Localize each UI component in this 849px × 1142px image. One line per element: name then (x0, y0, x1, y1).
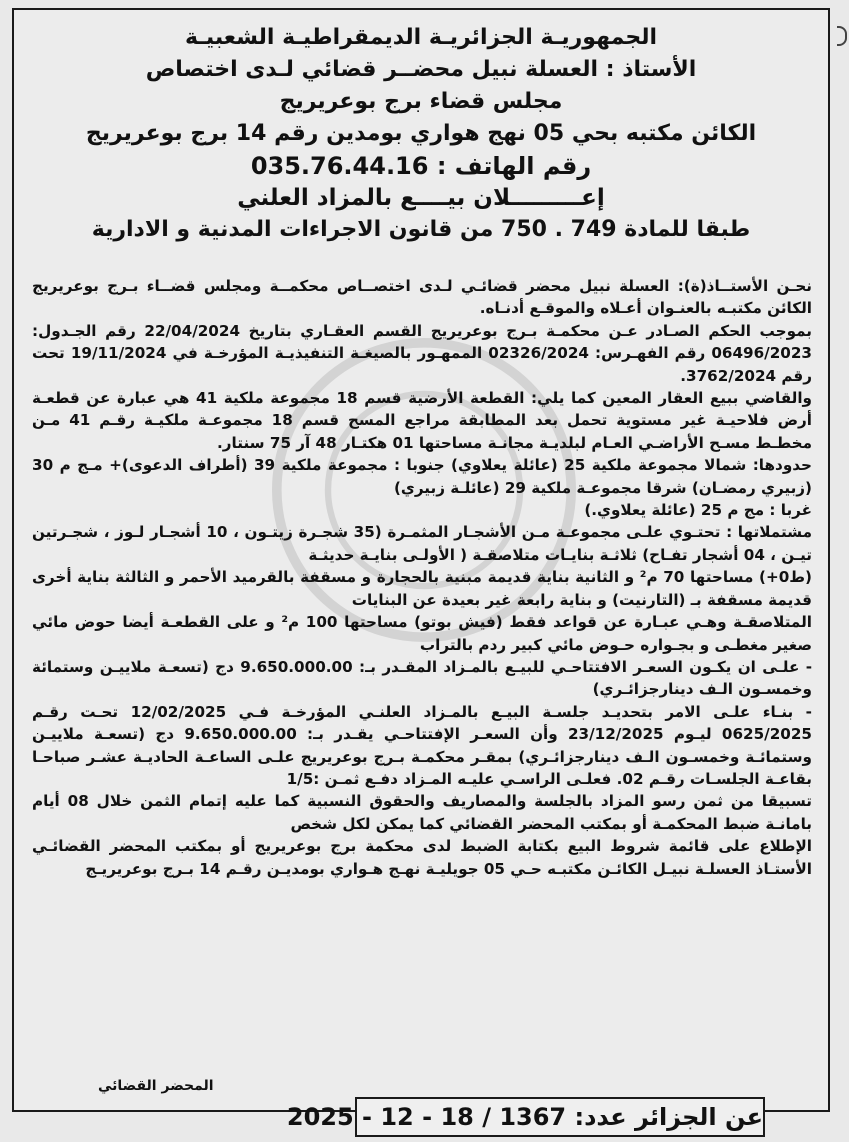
boundaries-paragraph: حدودها: شمالا مجموعة ملكية 25 (عائلة يعلاوي) جنوبا : مجموعة ملكية 39 (أطراف الدعوى)+ مـج م 30 (زبيري رمضـان) شرقا مجموعـة ملكية 29 (عائلـة زبيري) (32, 456, 812, 497)
court-council: مجلس قضاء برج بوعريريج (279, 89, 563, 114)
signature-label: المحضر القضائي (98, 1078, 214, 1094)
office-address: الكائن مكتبه بحي 05 نهج هواري بومدين رقم 14 برج بوعريريج (85, 121, 757, 146)
buildings-paragraph: (ط0+) مساحتها 70 م² و الثانية بناية قديمة مبنية بالحجارة و مسقفة بالقرميد الأحمر و الثالثة بناية أخرى قديمة مسقفة بـ (التارنيت) و بناية رابعة غير بعيدة عن البنايات (32, 568, 812, 609)
announcement-title: إعـــــــــلان بيــــع بالمزاد العلني (237, 185, 605, 211)
west-boundary-paragraph: غربا : مج م 25 (عائلة يعلاوي.) (584, 501, 812, 520)
opening-price-paragraph: - علـى ان يكـون السعـر الافتتاحـي للبيـع بالمـزاد المقـدر بـ: 9.650.000.00 دج (تسعـة ملاييـن وستمائة وخمسـون الـف دينارجزائـري) (32, 657, 813, 699)
contents-paragraph: مشتملاتها : تحتـوي علـى مجموعـة مـن الأشجـار المثمـرة (35 شجـرة زيتـون ، 10 أشجـار لـوز ، شجـرتين تيـن ، 04 أشجار تفـاح) ثلاثـة بنايـات متلاصقـة ( الأولـى بنايـة حديثـة (32, 523, 812, 564)
conditions-consultation-paragraph: الإطلاع على قائمة شروط البيع بكتابة الضبط لدى محكمة برج بوعريريج أو بمكتب المحضر القضائـي الأستـاذ العسلـة نبيـل الكائـن مكتبـه حـي 05 جويليـة نهـج هـواري بومديـن رقـم 14 بـرج بوعريريـج (32, 837, 812, 878)
foundations-paragraph: المتلاصقـة وهـي عبـارة عن قواعد فقط (فيش بوتو) مساحتها 100 م² و على القطعـة أيضا حوض مائي صغير مغطـى و بجـواره حـوض مائي كبير ردم بالتراب (32, 613, 813, 654)
newspaper-issue-reference: عن الجزائر عدد: 1367 / 18 - 12 - 2025 (355, 1097, 765, 1137)
page-edge-mark (837, 26, 847, 46)
property-description-paragraph: والقاضي ببيع العقار المعين كما يلي: القطعة الأرضية قسم 18 مجموعة ملكية 41 هي عبارة عن قطعـة أرض فلاحيـة غير مستوية تحمل بعد المطابقة مراجع المسح قسم 18 مجموعـة ملكيـة رقـم 41 مـن مخطـط مسـح الأراضـي العـام لبلديـة مجانـة مساحتها 01 هكتـار 48 آر 75 سنتار. (32, 389, 812, 452)
judgment-reference-paragraph: بموجب الحكم الصـادر عـن محكمـة بـرج بوعريريج القسم العقـاري بتاريخ 22/04/2024 رقم الجـدول: 06496/2023 رقم الفهـرس: 02326/2024 الممهـور بالصيغـة التنفيذيـة المؤرخـة في 19/11/2024 تحت رقم 3762/2024. (32, 321, 812, 385)
legal-basis: طبقا للمادة 749 . 750 من قانون الاجراءات المدنية و الادارية (91, 217, 751, 242)
bailiff-intro-paragraph: نحـن الأستــاذ(ة): العسلة نبيل محضر قضائـي لـدى اختصــاص محكمــة ومجلس قضــاء بـرج بوعريريج الكائن مكتبـه بالعنـوان أعـلاه والموقـع أدنـاه. (32, 277, 812, 318)
bailiff-name: الأستاذ : العسلة نبيل محضــر قضائي لـدى اختصاص (145, 57, 697, 82)
announcement-body (32, 275, 812, 880)
phone-number: رقم الهاتف : 035.76.44.16 (250, 152, 592, 180)
country-title: الجمهوريـة الجزائريـة الديمقراطيـة الشعبيـة (184, 25, 657, 50)
payment-terms-paragraph: تسبيقا من ثمن رسو المزاد بالجلسة والمصاريف والحقوق النسبية كما عليه إتمام الثمن خلال 08 أيام بامانـة ضبط المحكمـة أو بمكتب المحضر القضائي كما يمكن لكل شخص (32, 792, 812, 833)
auction-session-paragraph: - بنـاء علـى الامر بتحديـد جلسـة البيـع بالمـزاد العلنـي المؤرخـة فـي 12/02/2025 تحـت رقـم 0625/2025 ليـوم 23/12/2025 وأن السعـر الإفتتاحـي يقـدر بـ: 9.650.000.00 دج (تسعـة ملاييـن وستمائـة وخمسـون الـف دينارجزائـري) بمقـر محكمـة بـرج بوعريريج علـى الساعـة الحاديـة عشـر صباحـا بقاعـة الجلسـات رقـم 02. فعلـى الراسـي عليـه المـزاد دفـع ثمـن :1/5 (32, 702, 812, 788)
announcement-header (14, 10, 828, 246)
announcement-frame (12, 8, 830, 1112)
